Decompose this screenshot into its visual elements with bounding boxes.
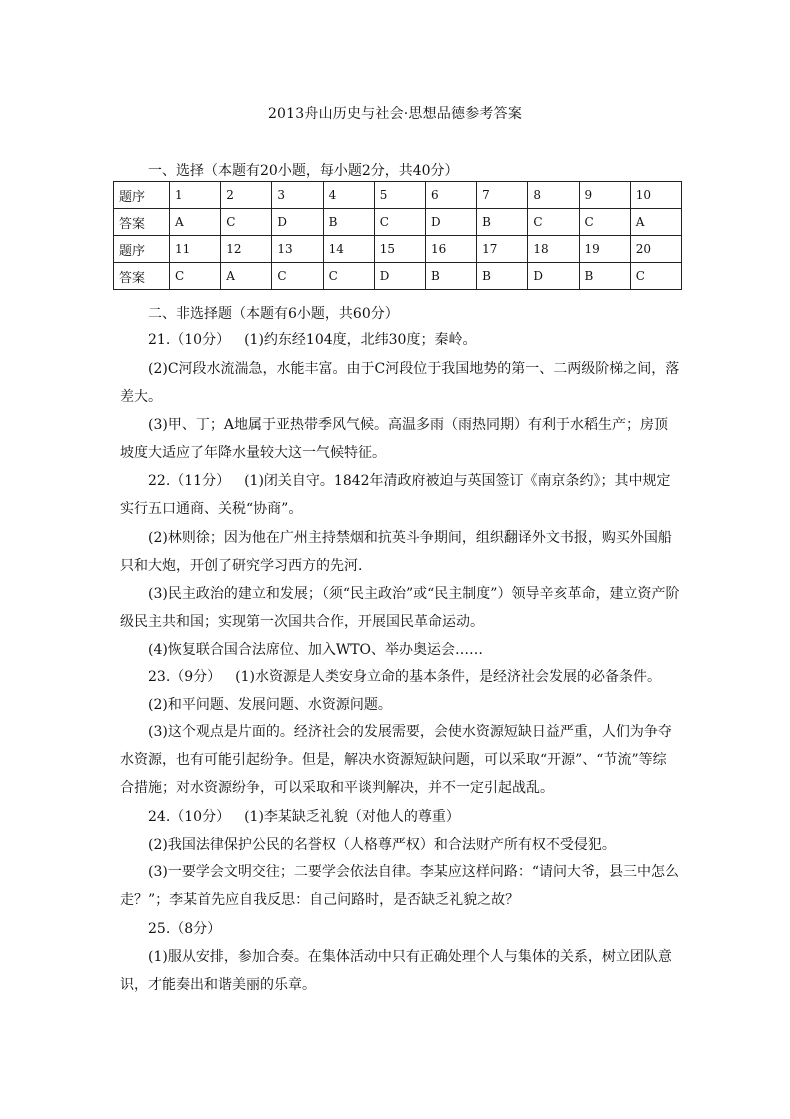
table-cell: C [528,209,579,236]
table-cell: B [477,209,528,236]
q21-answer-3: (3)甲、丁；A地属于亚热带季风气候。高温多雨（雨热同期）有利于水稻生产；房顶坡度大适应了年降水量较大这一气候特征。 [120,417,668,461]
table-cell: C [170,263,221,290]
section2-heading: 二、非选择题（本题有6小题，共60分） [148,306,399,322]
row-label: 答案 [114,263,170,290]
table-cell: 19 [579,236,630,263]
row-label: 答案 [114,209,170,236]
table-cell: C [579,209,630,236]
answer-table [113,181,682,290]
table-cell: 1 [170,182,221,209]
row-label: 题序 [114,236,170,263]
table-cell: 12 [221,236,272,263]
table-cell: 14 [323,236,374,263]
q22-answer-4: (4)恢复联合国合法席位、加入WTO、举办奥运会…… [148,642,484,658]
table-cell: 15 [374,236,425,263]
q24-line1 [120,803,680,831]
table-cell: C [323,263,374,290]
q21-line1 [120,326,680,354]
q24-answer-1: (1)李某缺乏礼貌（对他人的尊重） [244,809,460,825]
q23-answer-1: (1)水资源是人类安身立命的基本条件，是经济社会发展的必备条件。 [235,669,662,685]
q22-answer-2: (2)林则徐；因为他在广州主持禁烟和抗英斗争期间，组织翻译外文书报，购买外国船只和大炮，开创了研究学习西方的先河. [120,530,672,574]
q24-head: 24.（10分） [148,809,231,825]
q23-answer-2: (2)和平问题、发展问题、水资源问题。 [148,697,392,713]
table-cell: 3 [272,182,323,209]
table-cell: A [630,209,681,236]
table-cell: D [374,263,425,290]
q21-answer-1: (1)约东经104度，北纬30度；秦岭。 [244,332,477,348]
q24-answer-2: (2)我国法律保护公民的名誉权（人格尊严权）和合法财产所有权不受侵犯。 [148,837,616,853]
q24-answer-3: (3)一要学会文明交往；二要学会依法自律。李某应这样问路：“请问大爷，县三中怎么走？”；李某首先应自我反思：自己问路时，是否缺乏礼貌之故？ [120,864,679,908]
table-cell: 5 [374,182,425,209]
table-cell: 18 [528,236,579,263]
table-cell: 16 [425,236,476,263]
table-cell: 10 [630,182,681,209]
table-cell: 17 [477,236,528,263]
page-title: 2013舟山历史与社会·思想品德参考答案 [267,106,523,122]
q23-line1 [120,663,680,691]
q22-line1 [120,467,680,523]
table-cell: 20 [630,236,681,263]
table-cell: D [425,209,476,236]
q22-head: 22.（11分） [148,473,231,489]
q25-answer-1: (1)服从安排，参加合奏。在集体活动中只有正确处理个人与集体的关系，树立团队意识，才能奏出和谐美丽的乐章。 [120,949,672,993]
table-cell: 13 [272,236,323,263]
table-cell: A [170,209,221,236]
q23-head: 23.（9分） [148,669,222,685]
table-cell: B [477,263,528,290]
table-cell: C [630,263,681,290]
table-cell: 11 [170,236,221,263]
table-cell: B [425,263,476,290]
table-cell: C [374,209,425,236]
table-cell: C [272,263,323,290]
table-cell: 4 [323,182,374,209]
q22-answer-3: (3)民主政治的建立和发展；（须“民主政治”或“民主制度”）领导辛亥革命，建立资产阶级民主共和国；实现第一次国共合作，开展国民革命运动。 [120,586,680,630]
q22-answer-1: (1)闭关自守。1842年清政府被迫与英国签订《南京条约》；其中规定实行五口通商、关税“协商”。 [120,473,671,517]
table-cell: D [272,209,323,236]
table-cell: D [528,263,579,290]
section1-heading: 一、选择（本题有20小题，每小题2分，共40分） [148,163,459,179]
table-cell: C [221,209,272,236]
table-row [114,236,682,263]
row-label: 题序 [114,182,170,209]
table-cell: 6 [425,182,476,209]
table-row [114,209,682,236]
table-cell: 9 [579,182,630,209]
table-cell: 8 [528,182,579,209]
table-cell: B [579,263,630,290]
table-cell: B [323,209,374,236]
q21-head: 21.（10分） [148,332,231,348]
table-cell: 2 [221,182,272,209]
table-row [114,263,682,290]
table-cell: 7 [477,182,528,209]
table-row [114,182,682,209]
q25-head: 25.（8分） [148,921,222,937]
q23-answer-3: (3)这个观点是片面的。经济社会的发展需要，会使水资源短缺日益严重，人们为争夺水资源，也有可能引起纷争。但是，解决水资源短缺问题，可以采取“开源”、“节流”等综合措施；对水资源纷争，可以采取和平谈判解决，并不一定引起战乱。 [120,724,672,796]
table-cell: A [221,263,272,290]
q21-answer-2: (2)C河段水流湍急，水能丰富。由于C河段位于我国地势的第一、二两级阶梯之间，落差大。 [120,361,680,405]
